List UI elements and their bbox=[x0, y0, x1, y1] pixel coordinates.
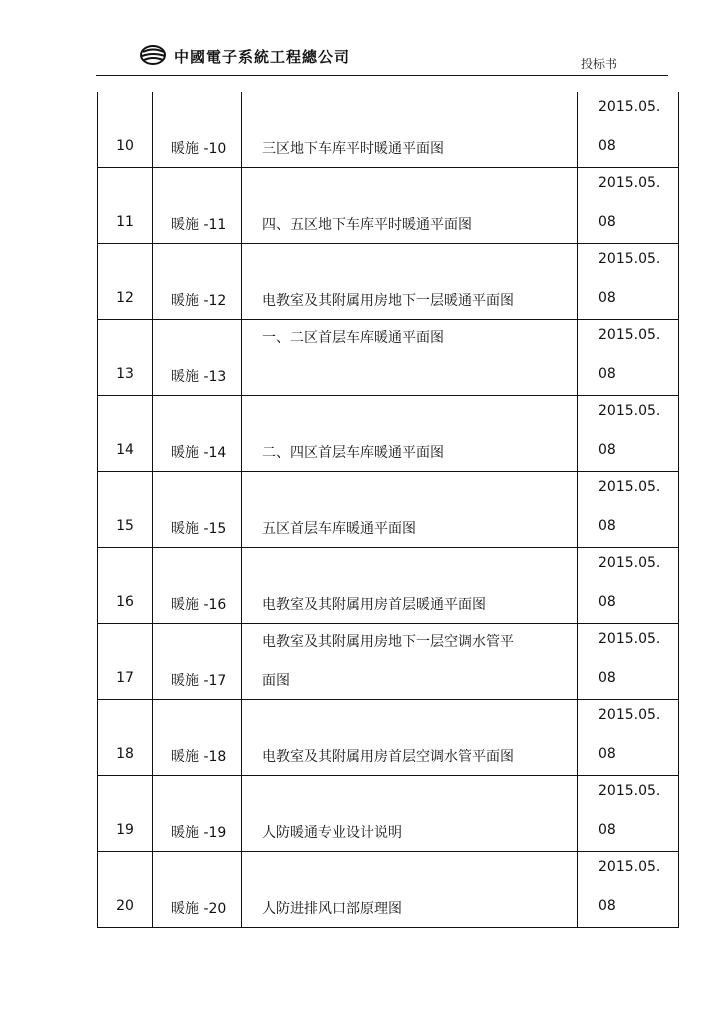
drawing-title-line2: 四、五区地下车库平时暖通平面图 bbox=[262, 217, 472, 233]
drawing-code-cell bbox=[153, 624, 242, 700]
row-number: 14 bbox=[116, 442, 134, 458]
drawing-date-line1: 2015.05. bbox=[598, 631, 661, 647]
row-number-cell bbox=[98, 700, 153, 776]
row-number-cell bbox=[98, 396, 153, 472]
table-row bbox=[98, 624, 679, 700]
row-number-cell bbox=[98, 548, 153, 624]
table-row bbox=[98, 852, 679, 928]
table-row bbox=[98, 700, 679, 776]
table-row bbox=[98, 320, 679, 396]
drawing-code: 暖施 -10 bbox=[171, 141, 227, 157]
row-number: 11 bbox=[116, 214, 134, 230]
drawing-date-cell bbox=[578, 244, 679, 320]
drawing-title-cell bbox=[242, 776, 578, 852]
drawing-code-cell bbox=[153, 776, 242, 852]
drawing-code: 暖施 -12 bbox=[171, 293, 227, 309]
row-number-cell bbox=[98, 168, 153, 244]
page-header bbox=[0, 0, 724, 80]
drawing-title-line2: 三区地下车库平时暖通平面图 bbox=[262, 141, 444, 157]
drawing-code-cell bbox=[153, 244, 242, 320]
row-number: 19 bbox=[116, 822, 134, 838]
drawing-date-line2: 08 bbox=[598, 898, 616, 914]
drawing-title-line2: 面图 bbox=[262, 673, 290, 689]
drawing-date-cell bbox=[578, 700, 679, 776]
drawing-title-cell bbox=[242, 396, 578, 472]
drawing-title-line2: 人防暖通专业设计说明 bbox=[262, 825, 402, 841]
row-number: 12 bbox=[116, 290, 134, 306]
drawing-date-line2: 08 bbox=[598, 746, 616, 762]
drawing-code-cell bbox=[153, 852, 242, 928]
drawing-title-cell bbox=[242, 472, 578, 548]
drawing-code-cell bbox=[153, 396, 242, 472]
drawing-title-line1: 一、二区首层车库暖通平面图 bbox=[262, 330, 444, 346]
drawing-code: 暖施 -11 bbox=[171, 217, 227, 233]
drawing-code: 暖施 -13 bbox=[171, 369, 227, 385]
drawing-date-cell bbox=[578, 776, 679, 852]
drawing-title-cell bbox=[242, 548, 578, 624]
drawing-title-line1: 电教室及其附属用房地下一层空调水管平 bbox=[262, 634, 514, 650]
drawing-date-line1: 2015.05. bbox=[598, 555, 661, 571]
row-number: 17 bbox=[116, 670, 134, 686]
drawing-title-cell bbox=[242, 244, 578, 320]
table-row bbox=[98, 244, 679, 320]
drawing-code: 暖施 -14 bbox=[171, 445, 227, 461]
drawing-title-line2: 人防进排风口部原理图 bbox=[262, 901, 402, 917]
drawing-date-line2: 08 bbox=[598, 594, 616, 610]
drawing-date-line2: 08 bbox=[598, 290, 616, 306]
drawing-title-cell bbox=[242, 168, 578, 244]
row-number-cell bbox=[98, 776, 153, 852]
drawing-code: 暖施 -19 bbox=[171, 825, 227, 841]
drawing-code-cell bbox=[153, 168, 242, 244]
row-number-cell bbox=[98, 472, 153, 548]
drawing-date-line2: 08 bbox=[598, 518, 616, 534]
row-number-cell bbox=[98, 852, 153, 928]
drawing-title-cell bbox=[242, 852, 578, 928]
row-number: 20 bbox=[116, 898, 134, 914]
row-number-cell bbox=[98, 244, 153, 320]
drawing-date-line1: 2015.05. bbox=[598, 99, 661, 115]
company-name: 中國電子系統工程總公司 bbox=[174, 48, 351, 66]
table-row bbox=[98, 548, 679, 624]
drawing-code: 暖施 -15 bbox=[171, 521, 227, 537]
drawing-code: 暖施 -16 bbox=[171, 597, 227, 613]
drawing-code-cell bbox=[153, 548, 242, 624]
company-logo-icon bbox=[140, 44, 168, 66]
drawing-code-cell bbox=[153, 92, 242, 168]
drawing-date-line1: 2015.05. bbox=[598, 783, 661, 799]
drawing-date-line1: 2015.05. bbox=[598, 403, 661, 419]
drawing-code: 暖施 -20 bbox=[171, 901, 227, 917]
table-row bbox=[98, 396, 679, 472]
drawing-date-line2: 08 bbox=[598, 214, 616, 230]
drawing-date-cell bbox=[578, 92, 679, 168]
drawing-title-cell bbox=[242, 92, 578, 168]
drawing-date-cell bbox=[578, 852, 679, 928]
row-number: 10 bbox=[116, 138, 134, 154]
drawing-date-line2: 08 bbox=[598, 366, 616, 382]
drawing-date-line2: 08 bbox=[598, 822, 616, 838]
drawing-code: 暖施 -17 bbox=[171, 673, 227, 689]
drawing-date-cell bbox=[578, 472, 679, 548]
drawing-date-cell bbox=[578, 548, 679, 624]
drawing-list-table bbox=[97, 92, 679, 928]
row-number: 16 bbox=[116, 594, 134, 610]
drawing-title-cell bbox=[242, 320, 578, 396]
row-number-cell bbox=[98, 320, 153, 396]
header-divider bbox=[96, 75, 668, 76]
drawing-code-cell bbox=[153, 700, 242, 776]
drawing-date-line1: 2015.05. bbox=[598, 859, 661, 875]
table-row bbox=[98, 472, 679, 548]
table-row bbox=[98, 168, 679, 244]
drawing-date-line1: 2015.05. bbox=[598, 175, 661, 191]
drawing-date-cell bbox=[578, 168, 679, 244]
row-number: 15 bbox=[116, 518, 134, 534]
document-type: 投标书 bbox=[581, 57, 618, 71]
drawing-title-line2: 五区首层车库暖通平面图 bbox=[262, 521, 416, 537]
drawing-date-line1: 2015.05. bbox=[598, 327, 661, 343]
drawing-title-line2: 电教室及其附属用房首层暖通平面图 bbox=[262, 597, 486, 613]
drawing-code: 暖施 -18 bbox=[171, 749, 227, 765]
table-row bbox=[98, 776, 679, 852]
drawing-title-cell bbox=[242, 700, 578, 776]
drawing-title-line2: 二、四区首层车库暖通平面图 bbox=[262, 445, 444, 461]
drawing-date-line1: 2015.05. bbox=[598, 707, 661, 723]
drawing-date-line1: 2015.05. bbox=[598, 251, 661, 267]
drawing-date-cell bbox=[578, 396, 679, 472]
drawing-date-line1: 2015.05. bbox=[598, 479, 661, 495]
drawing-date-cell bbox=[578, 320, 679, 396]
drawing-date-line2: 08 bbox=[598, 670, 616, 686]
drawing-date-line2: 08 bbox=[598, 442, 616, 458]
drawing-title-line2: 电教室及其附属用房地下一层暖通平面图 bbox=[262, 293, 514, 309]
drawing-date-cell bbox=[578, 624, 679, 700]
row-number-cell bbox=[98, 624, 153, 700]
row-number: 13 bbox=[116, 366, 134, 382]
row-number-cell bbox=[98, 92, 153, 168]
drawing-code-cell bbox=[153, 472, 242, 548]
drawing-code-cell bbox=[153, 320, 242, 396]
drawing-title-cell bbox=[242, 624, 578, 700]
drawing-date-line2: 08 bbox=[598, 138, 616, 154]
table-row bbox=[98, 92, 679, 168]
row-number: 18 bbox=[116, 746, 134, 762]
drawing-title-line2: 电教室及其附属用房首层空调水管平面图 bbox=[262, 749, 514, 765]
